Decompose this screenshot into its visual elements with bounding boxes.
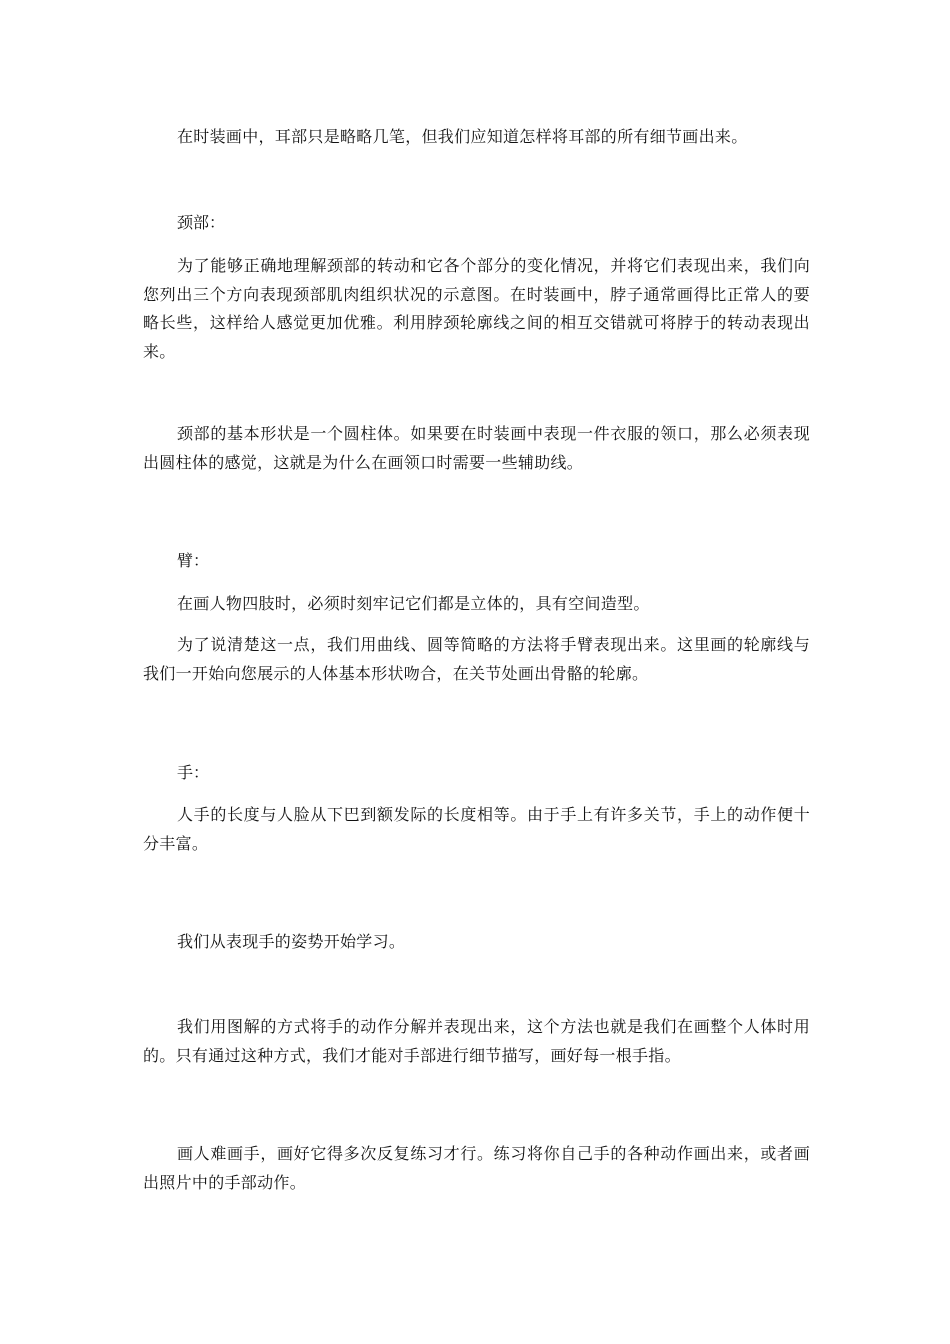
- paragraph-hand-practice: 画人难画手，画好它得多次反复练习才行。练习将你自己手的各种动作画出来，或者画出照片中的手部动作。: [143, 1144, 810, 1192]
- section-heading-hand: 手：: [177, 763, 210, 782]
- paragraph-hand-pose: 我们从表现手的姿势开始学习。: [177, 932, 406, 951]
- paragraph-neck-shape: 颈部的基本形状是一个圆柱体。如果要在时装画中表现一件衣服的领口，那么必须表现出圆柱体的感觉，这就是为什么在画领口时需要一些辅助线。: [143, 424, 810, 472]
- paragraph-ear-intro: 在时装画中，耳部只是略略几笔，但我们应知道怎样将耳部的所有细节画出来。: [177, 127, 748, 146]
- section-heading-arm: 臂：: [177, 551, 210, 570]
- paragraph-arm-method: 为了说清楚这一点，我们用曲线、圆等简略的方法将手臂表现出来。这里画的轮廓线与我们一开始向您展示的人体基本形状吻合，在关节处画出骨骼的轮廓。: [143, 635, 810, 683]
- paragraph-hand-diagram: 我们用图解的方式将手的动作分解并表现出来，这个方法也就是我们在画整个人体时用的。只有通过这种方式，我们才能对手部进行细节描写，画好每一根手指。: [143, 1017, 810, 1065]
- paragraph-hand-length: 人手的长度与人脸从下巴到额发际的长度相等。由于手上有许多关节，手上的动作便十分丰富。: [143, 805, 810, 853]
- section-heading-neck: 颈部：: [177, 213, 226, 232]
- paragraph-neck-rotation: 为了能够正确地理解颈部的转动和它各个部分的变化情况，并将它们表现出来，我们向您列出三个方向表现颈部肌肉组织状况的示意图。在时装画中，脖子通常画得比正常人的要略长些，这样给人感觉更加优雅。利用脖颈轮廓线之间的相互交错就可将脖于的转动表现出来。: [143, 256, 810, 361]
- paragraph-arm-limbs: 在画人物四肢时，必须时刻牢记它们都是立体的，具有空间造型。: [177, 594, 650, 613]
